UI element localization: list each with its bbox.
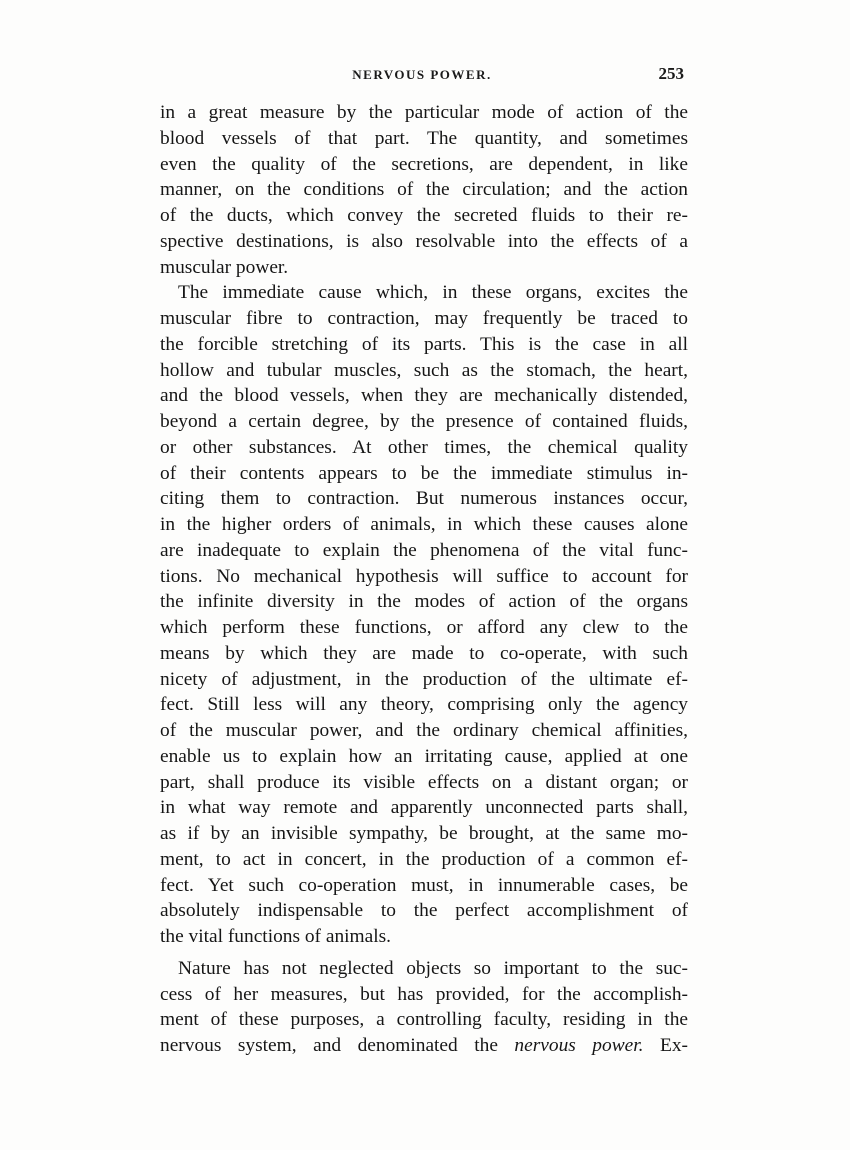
text-line: nicety of adjustment, in the production of the ultimate ef-: [160, 668, 688, 690]
text-line: the vital functions of animals.: [160, 926, 392, 947]
text-line: or other substances. At other times, the chemical quality: [160, 436, 688, 458]
text-line: The immediate cause which, in these organs, excites the: [178, 282, 688, 304]
text-line: and the blood vessels, when they are mechanically distended,: [160, 385, 688, 407]
text-line: muscular power.: [160, 256, 289, 278]
paragraph-2: [160, 280, 688, 950]
running-title: NERVOUS POWER.: [352, 67, 492, 82]
running-head: [160, 64, 684, 84]
text-line: in what way remote and apparently unconnected parts shall,: [160, 797, 688, 819]
text-line: of their contents appears to be the immediate stimulus in-: [160, 462, 688, 484]
paragraph-3: [160, 956, 688, 1059]
text-run: Ex-: [643, 1035, 688, 1056]
text-line: ment of these purposes, a controlling faculty, residing in the: [160, 1009, 688, 1031]
text-line: hollow and tubular muscles, such as the stomach, the heart,: [160, 359, 688, 381]
body-text: [160, 100, 688, 1059]
text-line: the infinite diversity in the modes of action of the organs: [160, 591, 688, 613]
text-line: enable us to explain how an irritating cause, applied at one: [160, 745, 688, 767]
text-run: nervous system, and denominated the: [160, 1035, 515, 1056]
text-line: Nature has not neglected objects so important to the suc-: [178, 957, 688, 979]
text-line: cess of her measures, but has provided, for the accomplish-: [160, 983, 688, 1005]
text-line: beyond a certain degree, by the presence of contained fluids,: [160, 411, 688, 432]
page-number: 253: [658, 64, 684, 83]
text-line: in a great measure by the particular mode of action of the: [160, 102, 688, 123]
text-line: absolutely indispensable to the perfect accomplishment of: [160, 900, 688, 922]
text-line: blood vessels of that part. The quantity, and sometimes: [160, 127, 688, 149]
text-line: of the ducts, which convey the secreted fluids to their re-: [160, 205, 688, 226]
emphasized-term: nervous power.: [514, 1035, 644, 1056]
text-line: of the muscular power, and the ordinary chemical affinities,: [160, 720, 688, 741]
text-line: manner, on the conditions of the circulation; and the action: [160, 179, 688, 201]
text-line: ment, to act in concert, in the production of a common ef-: [160, 848, 688, 870]
text-line: fect. Yet such co-operation must, in innumerable cases, be: [160, 874, 688, 896]
text-line: the forcible stretching of its parts. This is the case in all: [160, 333, 688, 355]
text-line: part, shall produce its visible effects on a distant organ; or: [160, 771, 688, 793]
paragraph-1: [160, 100, 688, 280]
text-line: in the higher orders of animals, in which these causes alone: [160, 514, 688, 535]
text-line: are inadequate to explain the phenomena of the vital func-: [160, 539, 688, 561]
text-line: tions. No mechanical hypothesis will suffice to account for: [160, 565, 688, 587]
text-line: citing them to contraction. But numerous instances occur,: [160, 488, 688, 510]
text-line: even the quality of the secretions, are dependent, in like: [160, 153, 688, 175]
text-line-final: [160, 1033, 688, 1059]
text-line: means by which they are made to co-operate, with such: [160, 642, 688, 664]
text-line: fect. Still less will any theory, comprising only the agency: [160, 694, 688, 716]
text-line: muscular fibre to contraction, may frequently be traced to: [160, 308, 688, 329]
text-line: which perform these functions, or afford any clew to the: [160, 617, 688, 638]
text-line: as if by an invisible sympathy, be brought, at the same mo-: [160, 823, 688, 844]
text-line: spective destinations, is also resolvable into the effects of a: [160, 230, 688, 252]
